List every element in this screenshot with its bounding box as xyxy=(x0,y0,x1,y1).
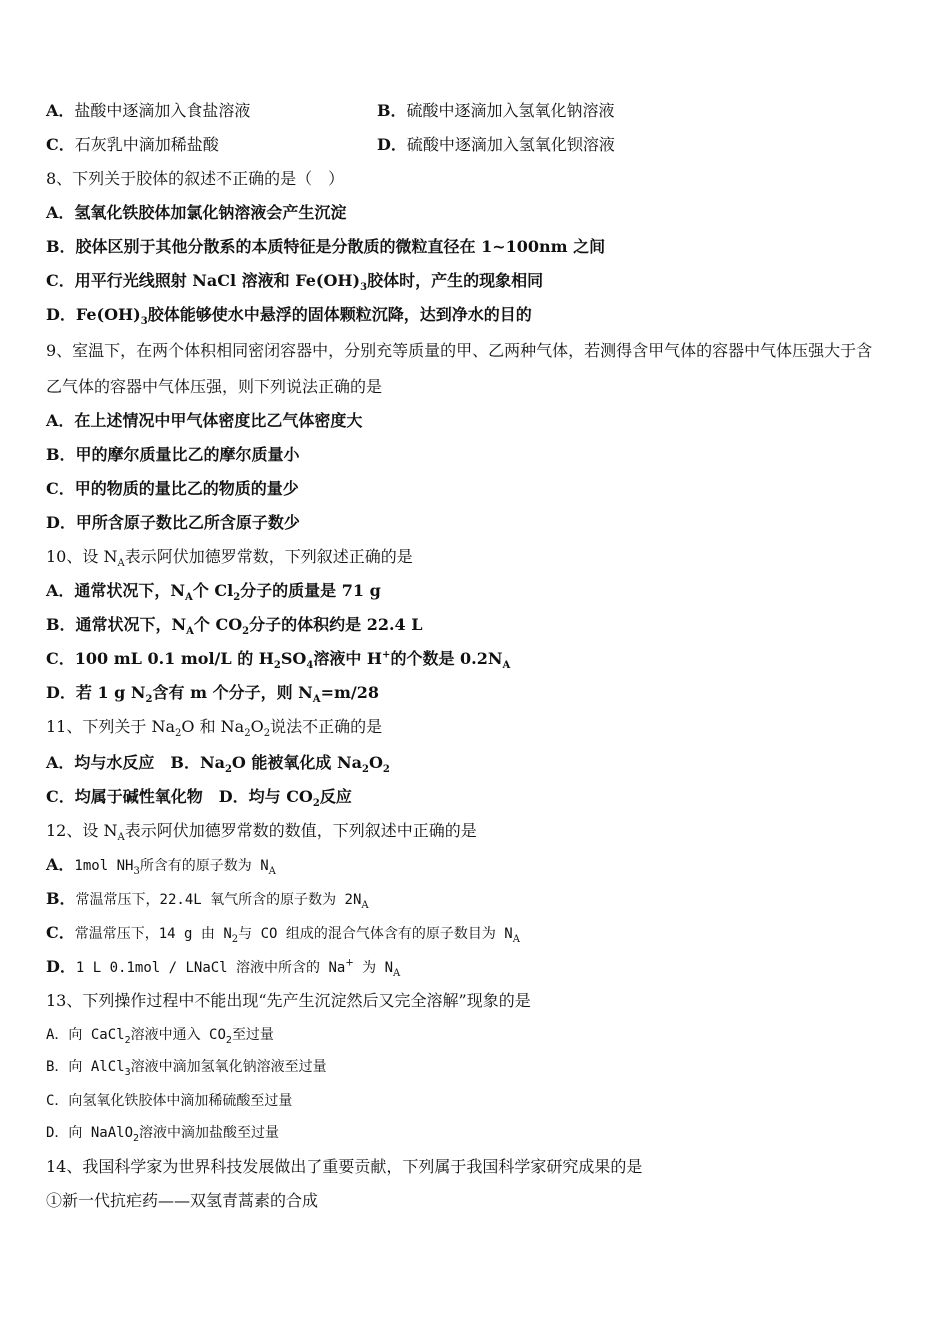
q13-option-d xyxy=(46,1122,279,1144)
q13-a-text-1: A．向 CaCl xyxy=(46,1027,125,1043)
q13-b-text-2: 溶液中滴加氢氧化钠溶液至过量 xyxy=(130,1059,327,1075)
q7-option-d xyxy=(377,134,615,156)
q12-a-label: A． xyxy=(46,855,75,874)
q10-a-text-1: A．通常状况下，N xyxy=(46,581,186,600)
q9-option-a: A．在上述情况中甲气体密度比乙气体密度大 xyxy=(46,411,363,430)
q12-stem-text-2: 表示阿伏加德罗常数的数值，下列叙述中正确的是 xyxy=(124,821,477,840)
q12-stem-text-1: 12、设 N xyxy=(46,821,118,840)
q11-stem xyxy=(46,716,382,738)
q10-a-text-3: 分子的质量是 71 g xyxy=(240,581,381,600)
q8-c-text-2: 胶体时，产生的现象相同 xyxy=(367,271,544,290)
q12-a-text-2: 所含有的原子数为 N xyxy=(139,858,269,874)
q13-a-sub-1: 2 xyxy=(124,1034,131,1046)
q13-b-text-1: B．向 AlCl xyxy=(46,1059,125,1075)
q11-stem-text-2: O 和 Na xyxy=(181,717,245,736)
q10-stem-text-1: 10、设 N xyxy=(46,547,118,566)
q8-d-text-1: D．Fe(OH) xyxy=(46,305,141,324)
q13-a-sub-2: 2 xyxy=(225,1034,232,1046)
q8-c-text-1: C．用平行光线照射 NaCl 溶液和 Fe(OH) xyxy=(46,271,361,290)
q8-option-c xyxy=(46,270,543,292)
q11-b-text-3: O xyxy=(368,753,383,772)
q10-option-b xyxy=(46,614,423,636)
q14-stem: 14、我国科学家为世界科技发展做出了重要贡献，下列属于我国科学家研究成果的是 xyxy=(46,1157,643,1176)
q7-option-b-label: B． xyxy=(377,101,407,120)
q13-d-text-1: D．向 NaAlO xyxy=(46,1125,134,1141)
q13-option-a xyxy=(46,1024,274,1046)
q8-d-subscript: 3 xyxy=(140,316,148,328)
q12-c-sub-1: 2 xyxy=(231,934,239,946)
q12-stem xyxy=(46,820,477,842)
q12-stem-subscript: A xyxy=(117,832,125,844)
q11-stem-text-4: 说法不正确的是 xyxy=(270,717,383,736)
q10-b-text-3: 分子的体积约是 22.4 L xyxy=(249,615,423,634)
q11-d-sub: 2 xyxy=(312,798,320,810)
q13-stem: 13、下列操作过程中不能出现“先产生沉淀然后又完全溶解”现象的是 xyxy=(46,991,531,1010)
q13-d-text-2: 溶液中滴加盐酸至过量 xyxy=(139,1125,280,1141)
q9-option-d: D．甲所含原子数比乙所含原子数少 xyxy=(46,513,300,532)
q9-option-c: C．甲的物质的量比乙的物质的量少 xyxy=(46,479,299,498)
q12-b-text-1: 常温常压下，22.4L 氧气所含的原子数为 2N xyxy=(75,892,362,908)
q10-stem-subscript: A xyxy=(117,558,125,570)
q12-a-sub-1: 3 xyxy=(133,866,140,878)
q10-a-sub-2: 2 xyxy=(233,592,241,604)
q9-stem-line-2: 乙气体的容器中气体压强，则下列说法正确的是 xyxy=(46,377,383,396)
q12-d-superscript: + xyxy=(345,957,354,969)
q10-c-sub-2: 4 xyxy=(306,660,314,672)
q12-c-text-1: 常温常压下，14 g 由 N xyxy=(74,926,232,942)
q11-options-ab xyxy=(46,752,390,774)
q12-c-text-2: 与 CO 组成的混合气体含有的原子数目为 N xyxy=(238,926,513,942)
q8-option-a: A．氢氧化铁胶体加氯化钠溶液会产生沉淀 xyxy=(46,203,347,222)
q10-d-text-2: 含有 m 个分子，则 N xyxy=(152,683,313,702)
q8-d-text-2: 胶体能够使水中悬浮的固体颗粒沉降，达到净水的目的 xyxy=(147,305,532,324)
q9-stem-line-1: 9、室温下，在两个体积相同密闭容器中，分别充等质量的甲、乙两种气体，若测得含甲气体的容器中气体压强大于含 xyxy=(46,341,873,360)
q10-c-text-4: 的个数是 0.2N xyxy=(390,649,503,668)
q9-option-b: B．甲的摩尔质量比乙的摩尔质量小 xyxy=(46,445,300,464)
q11-option-c: C．均属于碱性氧化物 xyxy=(46,787,203,806)
q7-option-a-label: A． xyxy=(46,101,75,120)
q10-a-sub-1: A xyxy=(185,592,193,604)
q10-b-sub-1: A xyxy=(186,626,194,638)
q7-option-c xyxy=(46,134,219,156)
q7-option-b-text: 硫酸中逐滴加入氢氧化钠溶液 xyxy=(406,101,615,120)
q13-option-b xyxy=(46,1056,327,1078)
q10-c-sub-3: A xyxy=(502,660,511,672)
q8-c-subscript: 3 xyxy=(360,282,368,294)
q7-option-c-label: C． xyxy=(46,135,75,154)
q10-stem-text-2: 表示阿伏加德罗常数，下列叙述正确的是 xyxy=(124,547,413,566)
q11-b-sub-3: 2 xyxy=(382,764,390,776)
q11-b-sub-2: 2 xyxy=(362,764,369,776)
q10-a-text-2: 个 Cl xyxy=(192,581,234,600)
q14-item-1: ①新一代抗疟药——双氢青蒿素的合成 xyxy=(46,1191,319,1210)
q10-option-a xyxy=(46,580,381,602)
q11-d-text-2: 反应 xyxy=(319,787,352,806)
q10-b-sub-2: 2 xyxy=(242,626,250,638)
q12-d-sub: A xyxy=(393,968,401,980)
q11-stem-sub-1: 2 xyxy=(175,728,182,740)
q13-b-sub: 3 xyxy=(124,1066,131,1078)
q13-a-text-2: 溶液中通入 CO xyxy=(130,1027,226,1043)
q11-b-text-2: O 能被氧化成 Na xyxy=(231,753,362,772)
q13-d-sub: 2 xyxy=(133,1132,140,1144)
q12-c-label: C． xyxy=(46,923,75,942)
q12-option-d xyxy=(46,956,400,978)
q10-d-sub-2: A xyxy=(312,694,321,706)
q10-d-sub-1: 2 xyxy=(145,694,153,706)
q12-option-b xyxy=(46,888,369,910)
q13-option-c: C．向氢氧化铁胶体中滴加稀硫酸至过量 xyxy=(46,1093,293,1109)
q7-option-c-text: 石灰乳中滴加稀盐酸 xyxy=(74,135,219,154)
q12-d-text-2: 为 N xyxy=(353,960,394,976)
q10-d-text-1: D．若 1 g N xyxy=(46,683,146,702)
q10-c-text-3: 溶液中 H xyxy=(313,649,383,668)
q12-d-text-1: 1 L 0.1mol / LNaCl 溶液中所含的 Na xyxy=(75,960,346,976)
q11-d-text-1: D．均与 CO xyxy=(218,787,313,806)
q7-option-b xyxy=(377,100,615,122)
q7-option-a-text: 盐酸中逐滴加入食盐溶液 xyxy=(74,101,251,120)
q11-option-d xyxy=(218,787,352,810)
q7-option-d-text: 硫酸中逐滴加入氢氧化钡溶液 xyxy=(406,135,615,154)
q11-stem-sub-3: 2 xyxy=(263,728,271,740)
q10-d-text-3: =m/28 xyxy=(320,683,380,702)
q8-option-d xyxy=(46,304,532,326)
q11-option-b xyxy=(170,753,390,776)
q7-option-a xyxy=(46,100,250,122)
q7-option-d-label: D． xyxy=(377,135,407,154)
q11-option-a: A．均与水反应 xyxy=(46,753,155,772)
q10-c-sub-1: 2 xyxy=(273,660,281,672)
q8-stem: 8、下列关于胶体的叙述不正确的是（ ） xyxy=(46,169,345,188)
q10-stem xyxy=(46,546,413,568)
q10-option-c xyxy=(46,648,510,670)
q12-option-c xyxy=(46,922,520,944)
q12-b-sub: A xyxy=(361,900,369,912)
q12-a-sub-2: A xyxy=(268,866,276,878)
q12-a-text-1: 1mol NH xyxy=(74,858,134,874)
q12-option-a xyxy=(46,854,276,876)
q10-option-d xyxy=(46,682,379,704)
q11-stem-text-1: 11、下列关于 Na xyxy=(46,717,175,736)
q10-c-text-2: SO xyxy=(280,649,307,668)
q12-d-label: D． xyxy=(46,957,76,976)
q10-b-text-1: B．通常状况下，N xyxy=(46,615,187,634)
q12-b-label: B． xyxy=(46,889,76,908)
q10-c-text-1: C．100 mL 0.1 mol/L 的 H xyxy=(46,649,274,668)
q10-c-superscript: + xyxy=(382,649,391,661)
q8-option-b: B．胶体区别于其他分散系的本质特征是分散质的微粒直径在 1~100nm 之间 xyxy=(46,237,606,256)
q11-stem-text-3: O xyxy=(250,717,264,736)
q13-a-text-3: 至过量 xyxy=(231,1027,274,1043)
q11-options-cd xyxy=(46,786,352,808)
q11-b-text-1: B．Na xyxy=(170,753,225,772)
q11-b-sub-1: 2 xyxy=(224,764,232,776)
q11-stem-sub-2: 2 xyxy=(244,728,251,740)
q12-c-sub-2: A xyxy=(512,934,520,946)
q10-b-text-2: 个 CO xyxy=(193,615,243,634)
